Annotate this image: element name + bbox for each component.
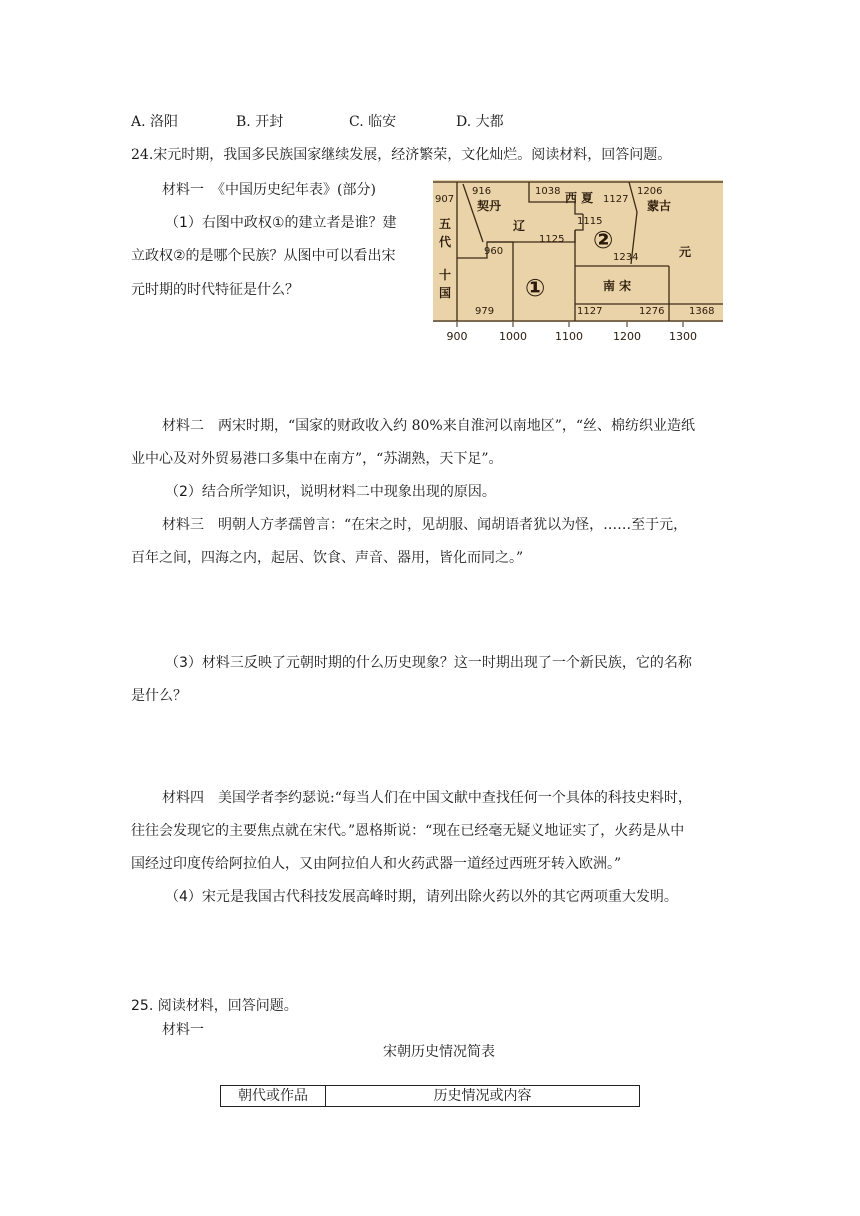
- year-960: 960: [484, 246, 504, 257]
- region-liao: 辽: [513, 219, 526, 233]
- option-b: B. 开封: [236, 114, 284, 130]
- option-a: A. 洛阳: [131, 114, 179, 130]
- year-1368: 1368: [689, 306, 715, 317]
- q24-material4-line1: 材料四 美国学者李约瑟说:“每当人们在中国文献中查找任何一个具体的科技史料时，: [162, 790, 692, 806]
- year-1206: 1206: [637, 186, 663, 197]
- region-shiguo-2: 国: [439, 286, 452, 300]
- q24-sub4: （4）宋元是我国古代科技发展高峰时期，请列出除火药以外的其它两项重大发明。: [165, 889, 678, 905]
- q24-material3-line1: 材料三 明朝人方孝孺曾言：“在宋之时，见胡服、闻胡语者犹以为怪，……至于元，: [162, 517, 688, 533]
- q24-sub1-line2: 立政权②的是哪个民族？从图中可以看出宋: [131, 248, 396, 264]
- q24-material1-title: 材料一 《中国历史纪年表》(部分): [162, 182, 376, 198]
- history-timeline-chart: [433, 180, 723, 342]
- region-shiguo-1: 十: [439, 268, 452, 282]
- q24-material2-line2: 业中心及对外贸易港口多集中在南方”，“苏湖熟，天下足”。: [131, 451, 503, 467]
- year-916: 916: [472, 186, 492, 197]
- year-1127-nansong: 1127: [577, 306, 603, 317]
- region-wudai-1: 五: [439, 217, 452, 231]
- table-header-dynasty: 朝代或作品: [221, 1086, 326, 1106]
- region-nansong: 南 宋: [603, 279, 632, 293]
- q24-sub1-line3: 元时期的时代特征是什么？: [131, 282, 299, 298]
- q25-material1-label: 材料一: [162, 1022, 204, 1038]
- q25-table-title: 宋朝历史情况简表: [383, 1044, 495, 1060]
- axis-tick-1300: 1300: [669, 330, 697, 342]
- region-yuan: 元: [679, 245, 692, 259]
- q24-material3-line2: 百年之间，四海之内，起居、饮食、声音、器用，皆化而同之。”: [131, 550, 524, 566]
- year-1125: 1125: [539, 234, 565, 245]
- q24-sub3-line2: 是什么？: [131, 688, 187, 704]
- year-1115: 1115: [577, 216, 603, 227]
- q24-material2-line1: 材料二 两宋时期，“国家的财政收入约 80%来自淮河以南地区”，“丝、棉纺织业造纸: [162, 418, 696, 434]
- region-xixia: 西 夏: [565, 191, 594, 205]
- region-wudai-2: 代: [439, 235, 452, 249]
- year-1038: 1038: [535, 186, 561, 197]
- q24-sub2: （2）结合所学知识，说明材料二中现象出现的原因。: [165, 484, 496, 500]
- year-979: 979: [475, 306, 495, 317]
- regime-2-marker: ②: [593, 226, 614, 254]
- option-c: C. 临安: [349, 114, 397, 130]
- q25-stem: 25. 阅读材料，回答问题。: [131, 998, 298, 1014]
- regime-1-marker: ①: [525, 274, 546, 302]
- year-1234: 1234: [613, 252, 639, 263]
- table-header-content: 历史情况或内容: [433, 1088, 532, 1104]
- axis-tick-1100: 1100: [555, 330, 583, 342]
- axis-tick-1000: 1000: [499, 330, 527, 342]
- region-qidan: 契丹: [477, 199, 502, 213]
- q24-material4-line2: 往往会发现它的主要焦点就在宋代。”恩格斯说：“现在已经毫无疑义地证实了，火药是从中: [131, 823, 685, 839]
- q24-sub3-line1: （3）材料三反映了元朝时期的什么历史现象？这一时期出现了一个新民族，它的名称: [165, 655, 692, 671]
- year-1127-xixia: 1127: [603, 194, 629, 205]
- axis-tick-1200: 1200: [613, 330, 641, 342]
- axis-tick-900: 900: [446, 330, 468, 342]
- year-907: 907: [435, 194, 455, 205]
- region-menggu: 蒙古: [647, 199, 672, 213]
- year-1276: 1276: [639, 306, 665, 317]
- q24-stem: 24.宋元时期，我国多民族国家继续发展，经济繁荣，文化灿烂。阅读材料，回答问题。: [131, 147, 672, 163]
- q24-sub1-line1: （1）右图中政权①的建立者是谁？建: [165, 215, 397, 231]
- option-d: D. 大都: [456, 114, 504, 130]
- q24-material4-line3: 国经过印度传给阿拉伯人，又由阿拉伯人和火药武器一道经过西班牙转入欧洲。”: [131, 856, 622, 872]
- song-dynasty-table: [220, 1085, 640, 1107]
